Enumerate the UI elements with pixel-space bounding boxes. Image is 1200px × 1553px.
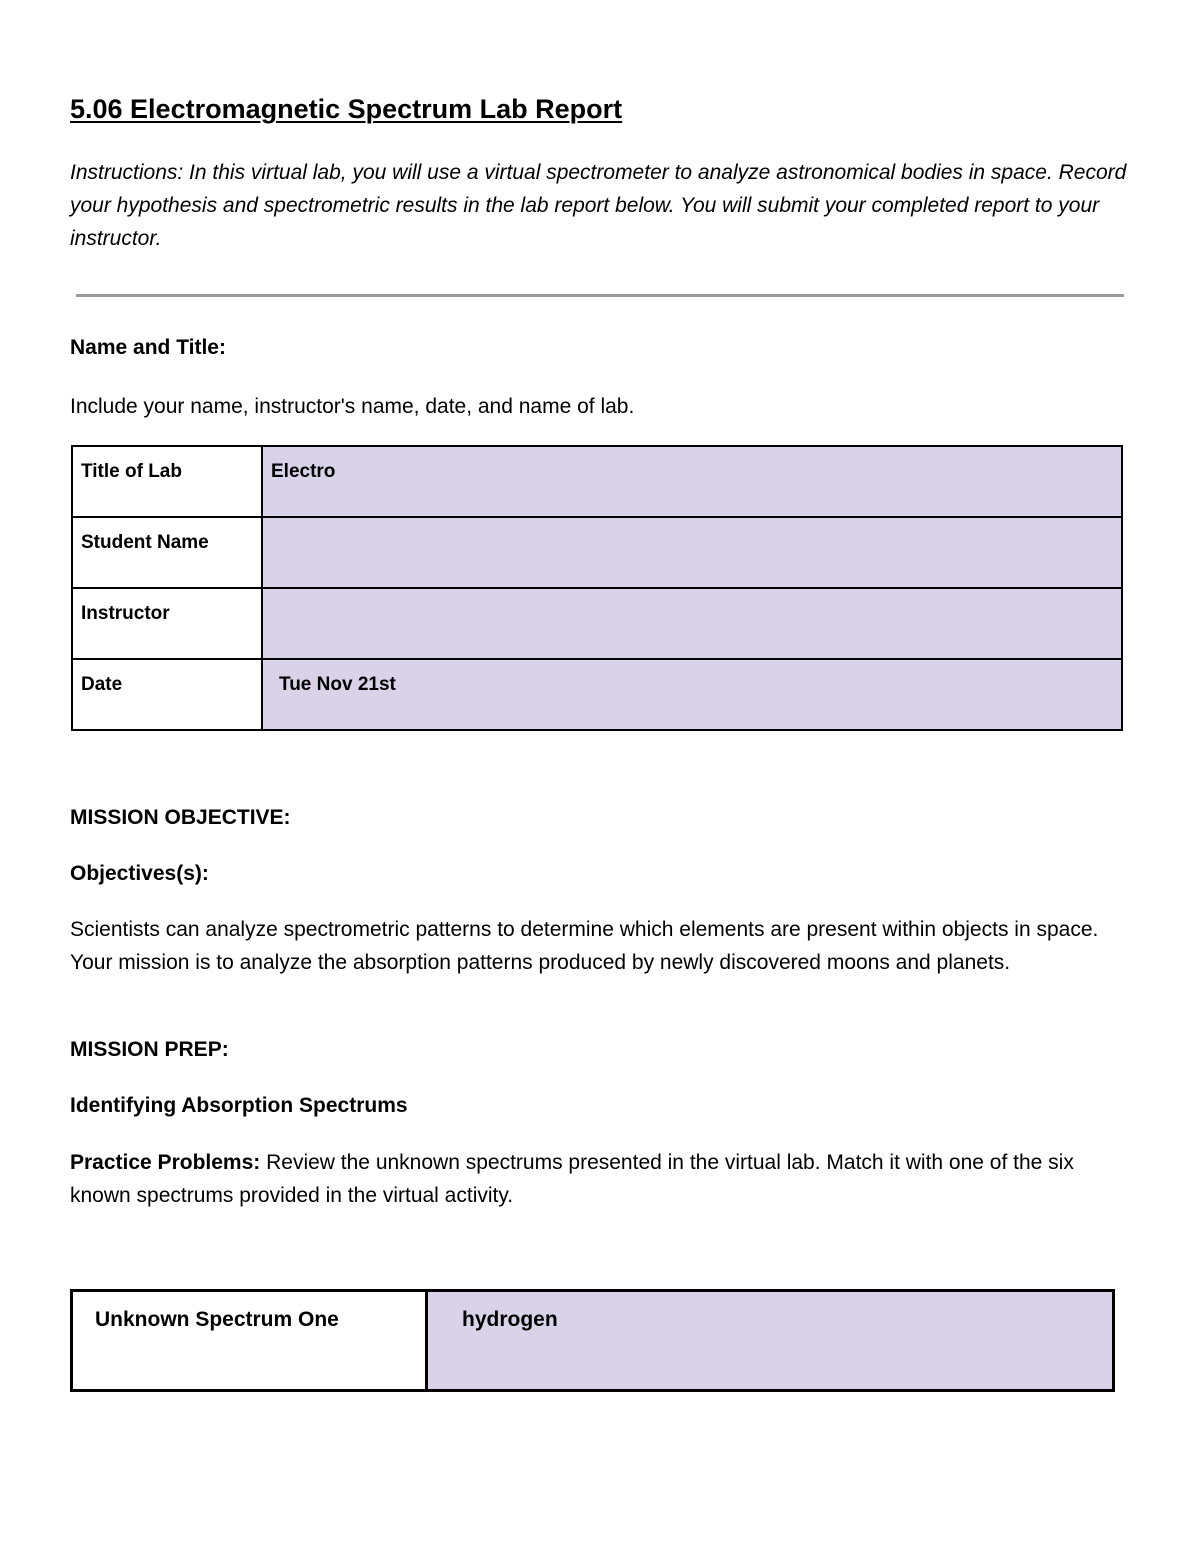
date-label: Date (72, 659, 262, 730)
instructions-text: Instructions: In this virtual lab, you will use a virtual spectrometer to analyze astronomical bodies in space. Record your hypothesis and spectrometric results in the lab report below. You will submit your completed report to your instructor. (70, 161, 1127, 250)
practice-problems-body: Review the unknown spectrums presented in the virtual lab. Match it with one of the six known spectrums provided in the virtual activity. (70, 1151, 1074, 1207)
identifying-spectrums-subheading: Identifying Absorption Spectrums (70, 1094, 408, 1117)
horizontal-divider (76, 294, 1124, 297)
practice-problems-text (70, 1146, 1140, 1212)
practice-problems-label: Practice Problems: (70, 1151, 261, 1174)
table-row (72, 588, 1122, 659)
title-of-lab-field[interactable]: Electro (262, 446, 1122, 517)
table-row (72, 517, 1122, 588)
name-title-description: Include your name, instructor's name, date, and name of lab. (70, 395, 635, 418)
unknown-spectrum-one-label: Unknown Spectrum One (72, 1291, 427, 1391)
date-field[interactable]: Tue Nov 21st (262, 659, 1122, 730)
student-name-field[interactable] (262, 517, 1122, 588)
unknown-spectrum-one-field[interactable]: hydrogen (427, 1291, 1114, 1391)
document-title: 5.06 Electromagnetic Spectrum Lab Report (70, 94, 623, 124)
lab-info-table (71, 445, 1123, 731)
title-of-lab-label: Title of Lab (72, 446, 262, 517)
table-row (72, 659, 1122, 730)
mission-prep-heading: MISSION PREP: (70, 1038, 229, 1061)
table-row (72, 446, 1122, 517)
name-title-heading: Name and Title: (70, 336, 226, 359)
mission-objective-heading: MISSION OBJECTIVE: (70, 806, 291, 829)
instructor-label: Instructor (72, 588, 262, 659)
objectives-text: Scientists can analyze spectrometric patterns to determine which elements are present within objects in space. Your mission is to analyze the absorption patterns produced by newly discovered moons and planets. (70, 918, 1099, 974)
instructor-field[interactable] (262, 588, 1122, 659)
table-row (72, 1291, 1114, 1391)
objectives-subheading: Objectives(s): (70, 862, 209, 885)
student-name-label: Student Name (72, 517, 262, 588)
spectrum-table (70, 1289, 1115, 1392)
